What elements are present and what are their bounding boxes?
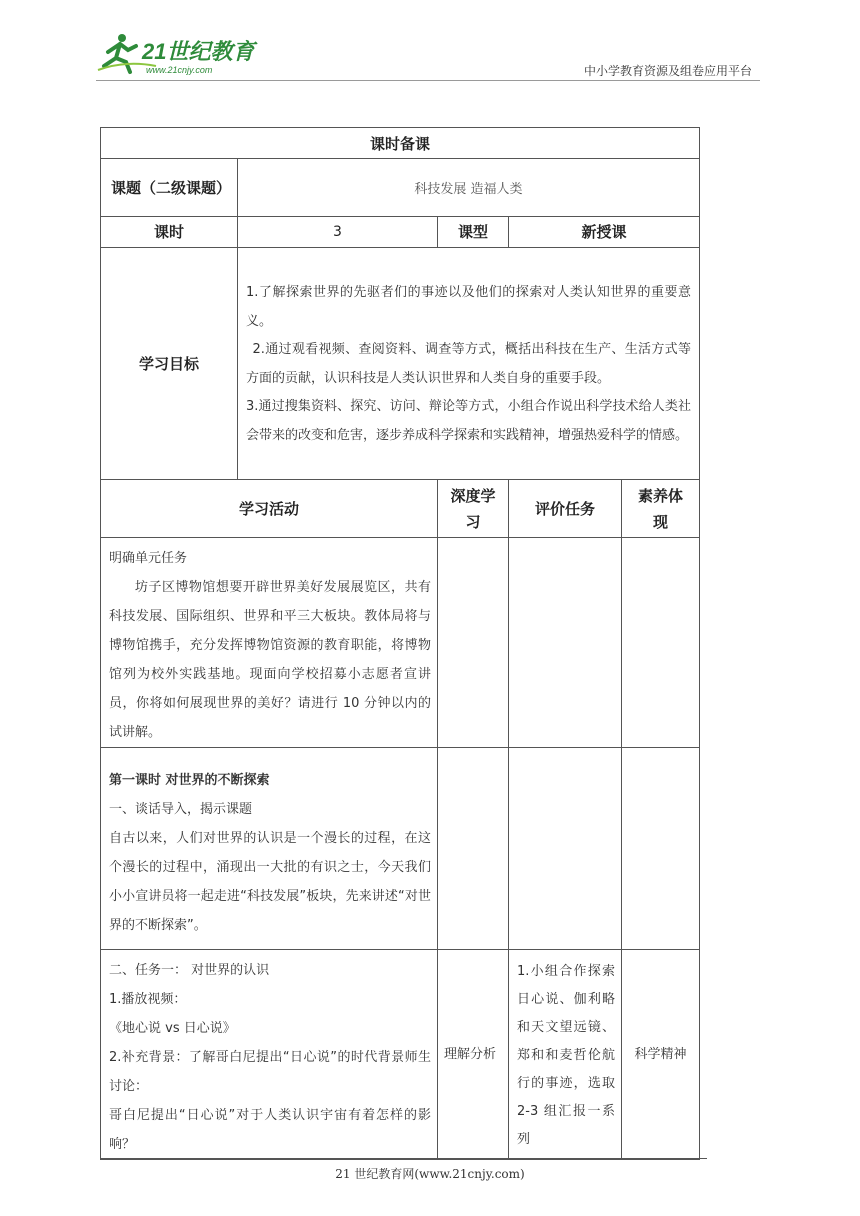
depth-cell <box>438 748 509 950</box>
activity-row-task <box>101 538 700 748</box>
activity-row-lesson1 <box>101 748 700 950</box>
lesson-body: 自古以来，人们对世界的认识是一个漫长的过程，在这个漫长的过程中，涌现出一大批的有识之士，今天我们小小宣讲员将一起走进“科技发展”板块，先来讲述“对世界的不断探索”。 <box>109 831 431 933</box>
depth-value: 理解分析 <box>438 950 509 1160</box>
header-divider <box>96 80 760 81</box>
activity-cell <box>101 950 438 1160</box>
topic-label: 课题（二级课题） <box>101 159 238 217</box>
lesson-label: 课时 <box>101 217 238 248</box>
literacy-cell <box>622 748 700 950</box>
goals-label: 学习目标 <box>101 248 238 480</box>
table-title-row <box>101 128 700 159</box>
footer-divider <box>100 1158 707 1159</box>
platform-name: 中小学教育资源及组卷应用平台 <box>583 64 752 78</box>
goals-row <box>101 248 700 480</box>
topic-row <box>101 159 700 217</box>
page-header <box>96 30 760 82</box>
activity-body: 坊子区博物馆想要开辟世界美好发展展览区，共有科技发展、国际组织、世界和平三大板块。教体局将与博物馆携手，充分发挥博物馆资源的教育职能，将博物馆列为校外实践基地。现面向学校招募小志愿者宣讲员，你将如何展现世界的美好？请进行 10 分钟以内的试讲解。 <box>109 580 431 740</box>
task-line: 《地心说 vs 日心说》 <box>109 1021 236 1036</box>
logo-text: 21世纪教育 <box>142 39 255 64</box>
goal-item: 3.通过搜集资料、探究、访问、辩论等方式，小组合作说出科学技术给人类社会带来的改变和危害，逐步养成科学探索和实践精神，增强热爱科学的情感。 <box>246 399 691 443</box>
task-line: 2.补充背景：了解哥白尼提出“日心说”的时代背景师生讨论： <box>109 1050 431 1094</box>
activity-header-row <box>101 480 700 538</box>
activity-heading: 明确单元任务 <box>109 551 188 566</box>
task-line: 哥白尼提出“日心说”对于人类认识宇宙有着怎样的影响？ <box>109 1108 431 1152</box>
goals-list <box>238 248 700 480</box>
col-eval: 评价任务 <box>509 480 622 538</box>
literacy-cell <box>622 538 700 748</box>
lesson-info-row <box>101 217 700 248</box>
lesson-heading: 第一课时 对世界的不断探索 <box>109 773 270 788</box>
goal-item: 1.了解探索世界的先驱者们的事迹以及他们的探索对人类认知世界的重要意义。 <box>246 285 691 329</box>
col-depth: 深度学习 <box>438 480 509 538</box>
lesson-plan-table <box>100 127 700 1160</box>
task-line: 二、任务一： 对世界的认识 <box>109 963 270 978</box>
type-label: 课型 <box>438 217 509 248</box>
activity-row-task1 <box>101 950 700 1160</box>
task-line: 1.播放视频： <box>109 992 187 1007</box>
type-value: 新授课 <box>509 217 700 248</box>
literacy-value: 科学精神 <box>622 950 700 1160</box>
lesson-subheading: 一、谈话导入，揭示课题 <box>109 802 253 817</box>
eval-cell <box>509 538 622 748</box>
col-literacy: 素养体现 <box>622 480 700 538</box>
footer-text: 21 世纪教育网(www.21cnjy.com) <box>335 1167 525 1181</box>
eval-cell <box>509 748 622 950</box>
logo-21cnjy-icon <box>96 30 261 76</box>
activity-cell <box>101 748 438 950</box>
lesson-value: 3 <box>238 217 438 248</box>
eval-value: 1.小组合作探索日心说、伽利略和天文望远镜、郑和和麦哲伦航行的事迹，选取 2-3 组汇报一系列 <box>509 950 622 1160</box>
topic-value: 科技发展 造福人类 <box>238 159 700 217</box>
activity-cell <box>101 538 438 748</box>
col-activity: 学习活动 <box>101 480 438 538</box>
goal-item: 2.通过观看视频、查阅资料、调查等方式，概括出科技在生产、生活方式等方面的贡献，认识科技是人类认识世界和人类自身的重要手段。 <box>246 342 691 386</box>
depth-cell <box>438 538 509 748</box>
table-title: 课时备课 <box>101 128 700 159</box>
logo-url: www.21cnjy.com <box>146 65 213 75</box>
